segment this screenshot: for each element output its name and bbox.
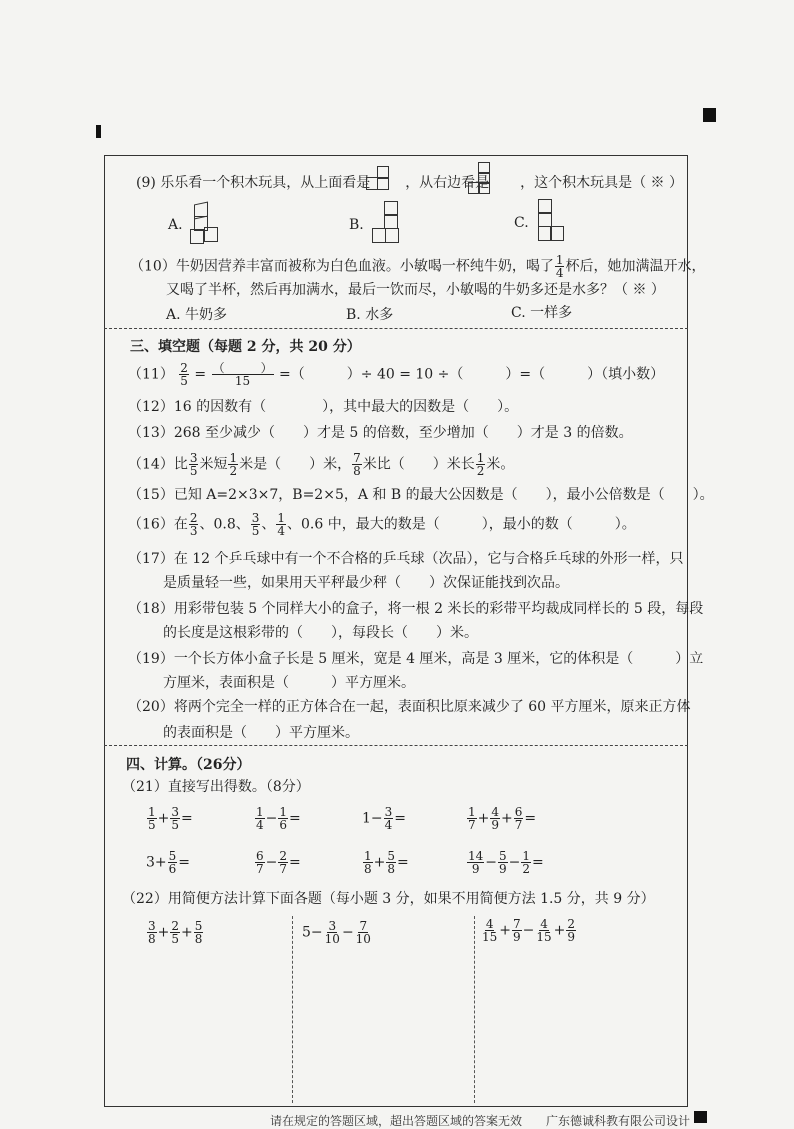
section-4-title: 四、计算。（26分） [126, 757, 251, 773]
q10-option-b: B. 水多 [346, 307, 394, 323]
calc-1: $\frac{1}{5}$ + $\frac{3}{5}$ = [148, 805, 193, 832]
simplify-2: 5− $\frac{3}{10}$ − $\frac{7}{10}$ [302, 919, 371, 946]
q11: （11） $\frac{2}{5}$ = $\frac{( )}{15}$ =（ ）÷ 40 = 10 ÷（ ）=（ ）（填小数） [128, 361, 665, 388]
q20-line-2: 的表面积是（ ）平方厘米。 [163, 725, 359, 741]
column-divider-1 [292, 916, 293, 1103]
top-view-icon [366, 166, 388, 190]
q19-line-2: 方厘米，表面积是（ ）平方厘米。 [163, 675, 415, 691]
calc-8: $\frac{14}{9}$ − $\frac{5}{9}$ − $\frac{1}{2}$ = [468, 849, 544, 876]
fraction: $\frac{1}{4}$ [555, 253, 564, 280]
section-3-title: 三、填空题（每题 2 分，共 20 分） [130, 339, 361, 355]
q10-line-1: （10）牛奶因营养丰富而被称为白色血液。小敏喝一杯纯牛奶，喝了 $\frac{1}{4}$ 杯后，她加满温开水， [130, 253, 706, 280]
q16: （16）在 $\frac{2}{3}$ 、0.8、 $\frac{3}{5}$ 、 $\frac{1}{4}$ 、0.6 中，最大的数是（ ），最小的数（ ）。 [128, 511, 636, 538]
q9-option-b: B. [349, 217, 364, 233]
footer-note: 请在规定的答题区域，超出答题区域的答案无效 广东德诚科教有限公司设计 [270, 1114, 691, 1128]
block-toy-a-icon [188, 203, 220, 243]
q20-line-1: （20）将两个完全一样的正方体合在一起，表面积比原来减少了 60 平方厘米，原来正方体 [128, 699, 691, 715]
q18-line-2: 的长度是这根彩带的（ ），每段长（ ）米。 [163, 625, 478, 641]
q10-option-c: C. 一样多 [511, 305, 573, 321]
calc-2: $\frac{1}{4}$ − $\frac{1}{6}$ = [256, 805, 301, 832]
q19-line-1: （19）一个长方体小盒子长是 5 厘米，宽是 4 厘米，高是 3 厘米，它的体积是（ ）立 [128, 651, 704, 667]
q17-line-1: （17）在 12 个乒乓球中有一个不合格的乒乓球（次品），它与合格乒乓球的外形一样，只 [128, 551, 684, 567]
divider-1 [104, 328, 688, 329]
calc-4: $\frac{1}{7}$ + $\frac{4}{9}$ + $\frac{6}{7}$ = [468, 805, 537, 832]
block-toy-c-icon [534, 199, 564, 243]
registration-mark-bottom-right [694, 1111, 707, 1123]
column-divider-2 [474, 916, 475, 1103]
q14: （14）比 $\frac{3}{5}$ 米短 $\frac{1}{2}$ 米是（ ）米， $\frac{7}{8}$ 米比（ ）米长 $\frac{1}{2}$ 米。 [128, 451, 515, 478]
q9-option-c: C. [514, 215, 529, 231]
q18-line-1: （18）用彩带包装 5 个同样大小的盒子，将一根 2 米长的彩带平均裁成同样长的 5 段，每段 [128, 601, 704, 617]
q12: （12）16 的因数有（ ），其中最大的因数是（ ）。 [128, 399, 519, 415]
q10-option-a: A. 牛奶多 [166, 307, 228, 323]
calc-5: 3+ $\frac{5}{6}$ = [146, 849, 191, 876]
registration-mark-top-right [703, 108, 716, 122]
block-toy-b-icon [370, 201, 404, 243]
q15: （15）已知 A=2×3×7，B=2×5，A 和 B 的最大公因数是（ ），最小公倍数是（ ）。 [128, 487, 714, 503]
divider-2 [104, 745, 688, 746]
right-view-icon [468, 162, 490, 194]
q13: （13）268 至少减少（ ）才是 5 的倍数，至少增加（ ）才是 3 的倍数。 [128, 425, 633, 441]
q22-title: （22）用简便方法计算下面各题（每小题 3 分，如果不用简便方法 1.5 分，共 9 分） [122, 891, 655, 907]
calc-3: 1− $\frac{3}{4}$ = [362, 805, 407, 832]
q17-line-2: 是质量轻一些，如果用天平秤最少秤（ ）次保证能找到次品。 [163, 575, 569, 591]
registration-mark-left [96, 125, 101, 138]
calc-6: $\frac{6}{7}$ − $\frac{2}{7}$ = [256, 849, 301, 876]
simplify-1: $\frac{3}{8}$ + $\frac{2}{5}$ + $\frac{5}{8}$ [148, 919, 203, 946]
q21-title: （21）直接写出得数。（8分） [122, 779, 310, 795]
q9-line: (9) 乐乐看一个积木玩具，从上面看是 ，从右边看是 ，这个积木玩具是（ ※ ） [136, 175, 683, 191]
simplify-3: $\frac{4}{15}$ + $\frac{7}{9}$ − $\frac{4}{15}$ + $\frac{2}{9}$ [482, 917, 576, 944]
q9-option-a: A. [168, 217, 183, 233]
q10-line-2: 又喝了半杯，然后再加满水，最后一饮而尽，小敏喝的牛奶多还是水多？（ ※ ） [166, 282, 665, 298]
calc-7: $\frac{1}{8}$ + $\frac{5}{8}$ = [364, 849, 409, 876]
